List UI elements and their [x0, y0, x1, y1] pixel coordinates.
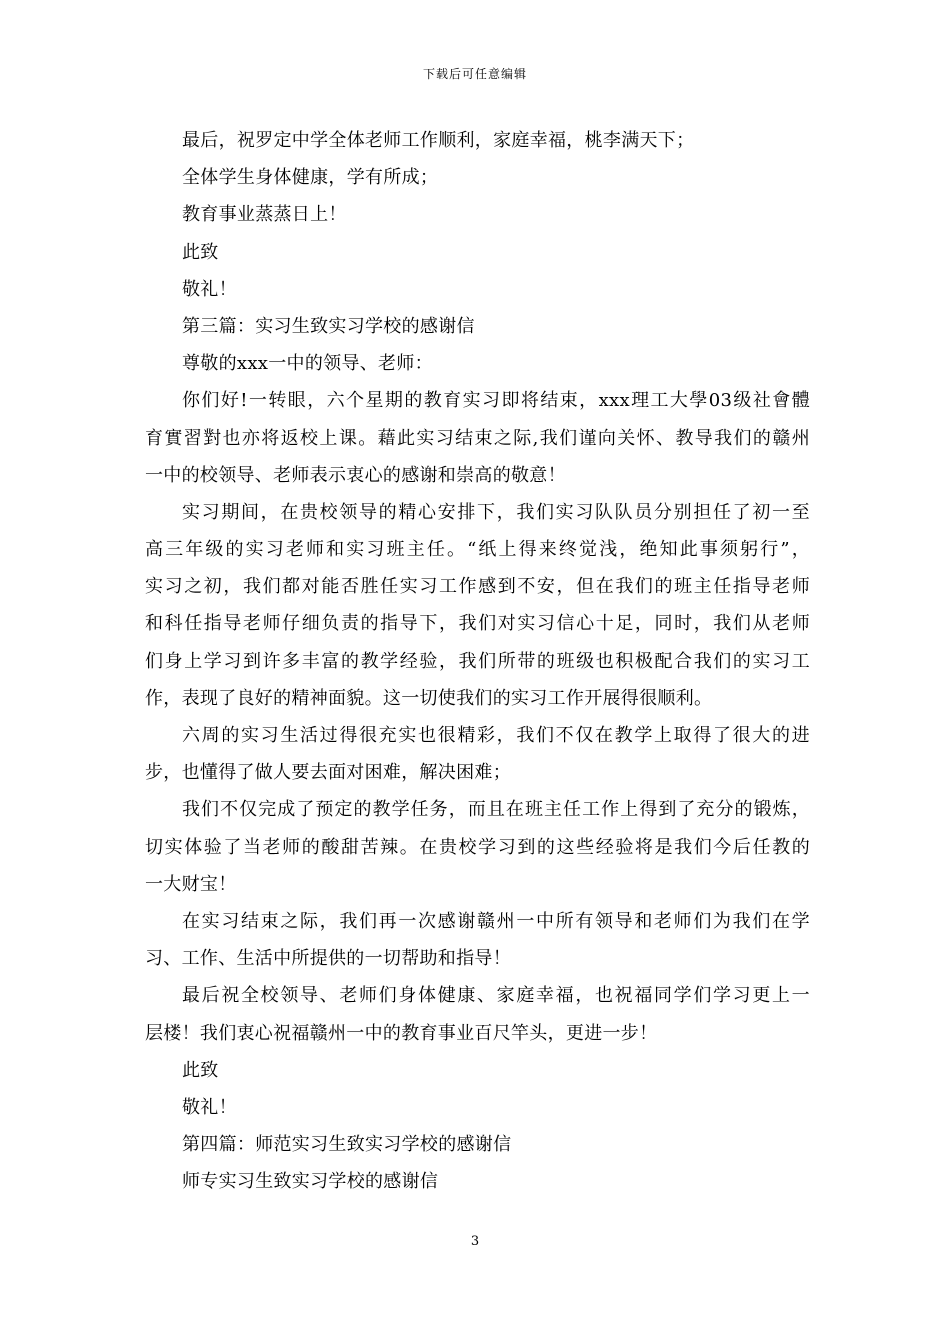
text-line: 在实习结束之际，我们再一次感谢赣州一中所有领导和老师们为我们在学: [182, 910, 810, 932]
text-line: 习、工作、生活中所提供的一切帮助和指导！: [145, 948, 511, 970]
text-line: 作，表现了良好的精神面貌。这一切使我们的实习工作开展得很顺利。: [145, 687, 713, 709]
text-line: 们身上学习到许多丰富的教学经验，我们所带的班级也积极配合我们的实习工: [145, 650, 810, 672]
text-line: 育實習對也亦将返校上课。藉此实习结束之际,我们谨向关怀、教导我们的赣州: [145, 427, 810, 449]
text-line: 层楼！我们衷心祝福赣州一中的教育事业百尺竿头，更进一步！: [145, 1022, 658, 1044]
text-line: 实习期间，在贵校领导的精心安排下，我们实习队队员分别担任了初一至: [182, 501, 810, 523]
page-number: 3: [470, 1234, 480, 1249]
text-line: 师专实习生致实习学校的感谢信: [182, 1171, 439, 1193]
text-line: 步，也懂得了做人要去面对困难，解决困难；: [145, 762, 511, 784]
text-line: 教育事业蒸蒸日上！: [182, 204, 347, 226]
document-body: [145, 122, 810, 1200]
text-line: 敬礼！: [182, 278, 237, 300]
text-line: 最后，祝罗定中学全体老师工作顺利，家庭幸福，桃李满天下；: [182, 130, 695, 151]
text-line: 一大财宝！: [145, 873, 237, 895]
text-line: 尊敬的xxx一中的领导、老师：: [182, 353, 433, 375]
text-line: 敬礼！: [182, 1096, 237, 1118]
text-line: 高三年级的实习老师和实习班主任。“纸上得来终觉浅，绝知此事须躬行”，: [145, 539, 810, 561]
text-line: 此致: [182, 1059, 219, 1081]
text-line: 最后祝全校领导、老师们身体健康、家庭幸福，也祝福同学们学习更上一: [182, 985, 810, 1007]
text-line: 第三篇：实习生致实习学校的感谢信: [182, 315, 475, 337]
text-line: 切实体验了当老师的酸甜苦辣。在贵校学习到的这些经验将是我们今后任教的: [145, 836, 810, 858]
text-line: 我们不仅完成了预定的教学任务，而且在班主任工作上得到了充分的锻炼，: [182, 799, 810, 821]
text-line: 一中的校领导、老师表示衷心的感谢和崇高的敬意！: [145, 464, 566, 486]
text-line: 全体学生身体健康，学有所成；: [182, 167, 439, 189]
text-line: 此致: [182, 241, 219, 263]
text-line: 实习之初，我们都对能否胜任实习工作感到不安，但在我们的班主任指导老师: [145, 576, 810, 598]
page-header: 下载后可任意编辑: [422, 67, 527, 81]
text-line: 你们好!一转眼，六个星期的教育实习即将结束，xxx理工大學03级社會體: [182, 390, 810, 412]
text-line: 六周的实习生活过得很充实也很精彩，我们不仅在教学上取得了很大的进: [182, 725, 810, 746]
text-line: 和科任指导老师仔细负责的指导下，我们对实习信心十足，同时，我们从老师: [145, 613, 810, 635]
text-line: 第四篇：师范实习生致实习学校的感谢信: [182, 1134, 512, 1156]
